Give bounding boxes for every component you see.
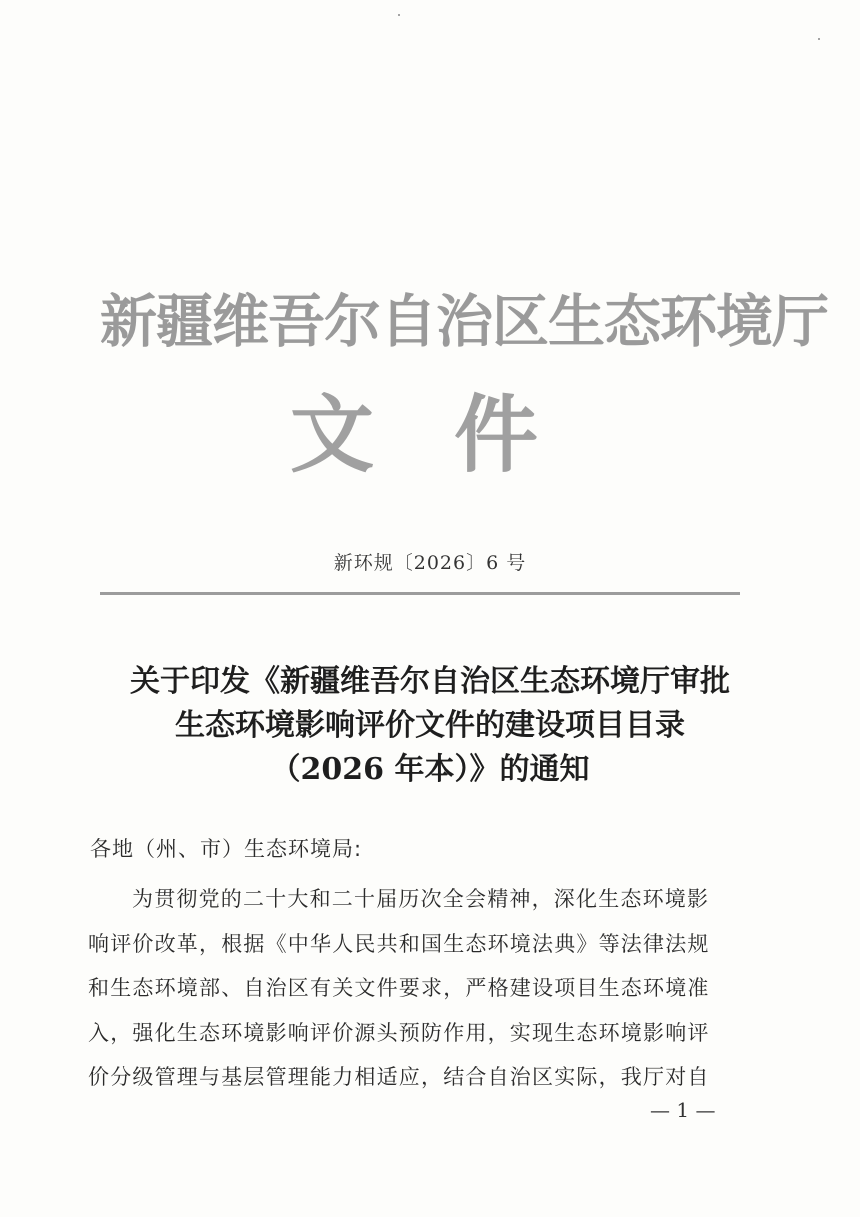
salutation: 各地（州、市）生态环境局: [90,837,363,861]
title-line-2: 生态环境影响评价文件的建设项目目录 [175,708,685,743]
body-line: 价分级管理与基层管理能力相适应，结合自治区实际，我厅对自 [88,1065,710,1089]
body-paragraph [88,877,768,1100]
page-number: — 1 — [650,1098,716,1122]
body-line: 和生态环境部、自治区有关文件要求，严格建设项目生态环境准 [88,976,710,1000]
title-line-1: 关于印发《新疆维吾尔自治区生态环境厅审批 [130,664,730,699]
header-divider [100,592,740,595]
notice-title [60,660,800,792]
title-line-3: （2026 年本）》的通知 [270,752,590,787]
body-line: 入，强化生态环境影响评价源头预防作用，实现生态环境影响评 [88,1020,710,1045]
document-number: 新环规〔2026〕6 号 [333,552,527,574]
scan-speck [398,14,400,16]
body-line: 为贯彻党的二十大和二十届历次全会精神，深化生态环境影 [132,887,710,911]
scan-speck [818,38,820,40]
body-line: 响评价改革，根据《中华人民共和国生态环境法典》等法律法规 [88,931,710,956]
issuing-authority: 新疆维吾尔自治区生态环境厅 [100,288,828,355]
document-label: 文件 [290,385,619,484]
